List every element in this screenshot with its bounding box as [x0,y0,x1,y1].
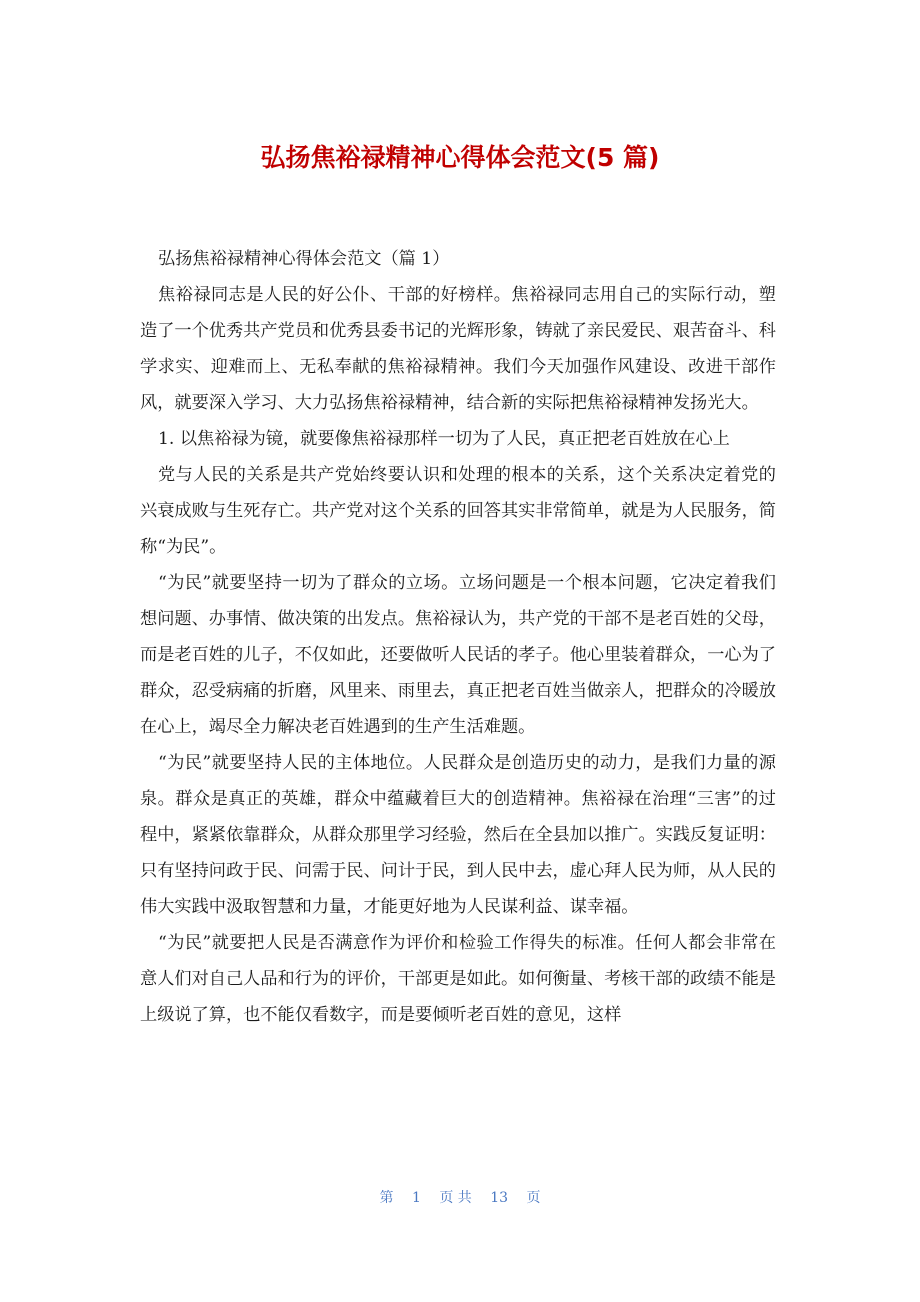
footer-current-page: 1 [411,1190,421,1206]
page-footer [0,1186,920,1210]
footer-label-pages: 页 [526,1190,541,1206]
paragraph: 党与人民的关系是共产党始终要认识和处理的根本的关系，这个关系决定着党的兴衰成败与生死存亡。共产党对这个关系的回答其实非常简单，就是为人民服务，简称“为民”。 [140,465,776,557]
paragraph: 焦裕禄同志是人民的好公仆、干部的好榜样。焦裕禄同志用自己的实际行动，塑造了一个优秀共产党员和优秀县委书记的光辉形象，铸就了亲民爱民、艰苦奋斗、科学求实、迎难而上、无私奉献的焦裕禄精神。我们今天加强作风建设、改进干部作风，就要深入学习、大力弘扬焦裕禄精神，结合新的实际把焦裕禄精神发扬光大。 [140,285,776,413]
footer-label-of: 页 共 [439,1190,472,1206]
footer-label-page: 第 [379,1190,394,1206]
paragraph: 1. 以焦裕禄为镜，就要像焦裕禄那样一切为了人民，真正把老百姓放在心上 [158,429,730,449]
document-title: 弘扬焦裕禄精神心得体会范文(5 篇) [260,143,660,172]
footer-total-pages: 13 [490,1190,509,1206]
paragraph: “为民”就要坚持人民的主体地位。人民群众是创造历史的动力，是我们力量的源泉。群众是真正的英雄，群众中蕴藏着巨大的创造精神。焦裕禄在治理“三害”的过程中，紧紧依靠群众，从群众那里学习经验，然后在全县加以推广。实践反复证明：只有坚持问政于民、问需于民、问计于民，到人民中去，虚心拜人民为师，从人民的伟大实践中汲取智慧和力量，才能更好地为人民谋利益、谋幸福。 [140,753,776,917]
paragraph: “为民”就要坚持一切为了群众的立场。立场问题是一个根本问题，它决定着我们想问题、办事情、做决策的出发点。焦裕禄认为，共产党的干部不是老百姓的父母，而是老百姓的儿子，不仅如此，还要做听人民话的孝子。他心里装着群众，一心为了群众，忍受病痛的折磨，风里来、雨里去，真正把老百姓当做亲人，把群众的冷暖放在心上，竭尽全力解决老百姓遇到的生产生活难题。 [140,573,776,737]
section-heading: 弘扬焦裕禄精神心得体会范文（篇 1） [158,249,450,269]
paragraph: “为民”就要把人民是否满意作为评价和检验工作得失的标准。任何人都会非常在意人们对自己人品和行为的评价，干部更是如此。如何衡量、考核干部的政绩不能是上级说了算，也不能仅看数字，而是要倾听老百姓的意见，这样 [140,933,776,1025]
document-body [140,241,776,1033]
